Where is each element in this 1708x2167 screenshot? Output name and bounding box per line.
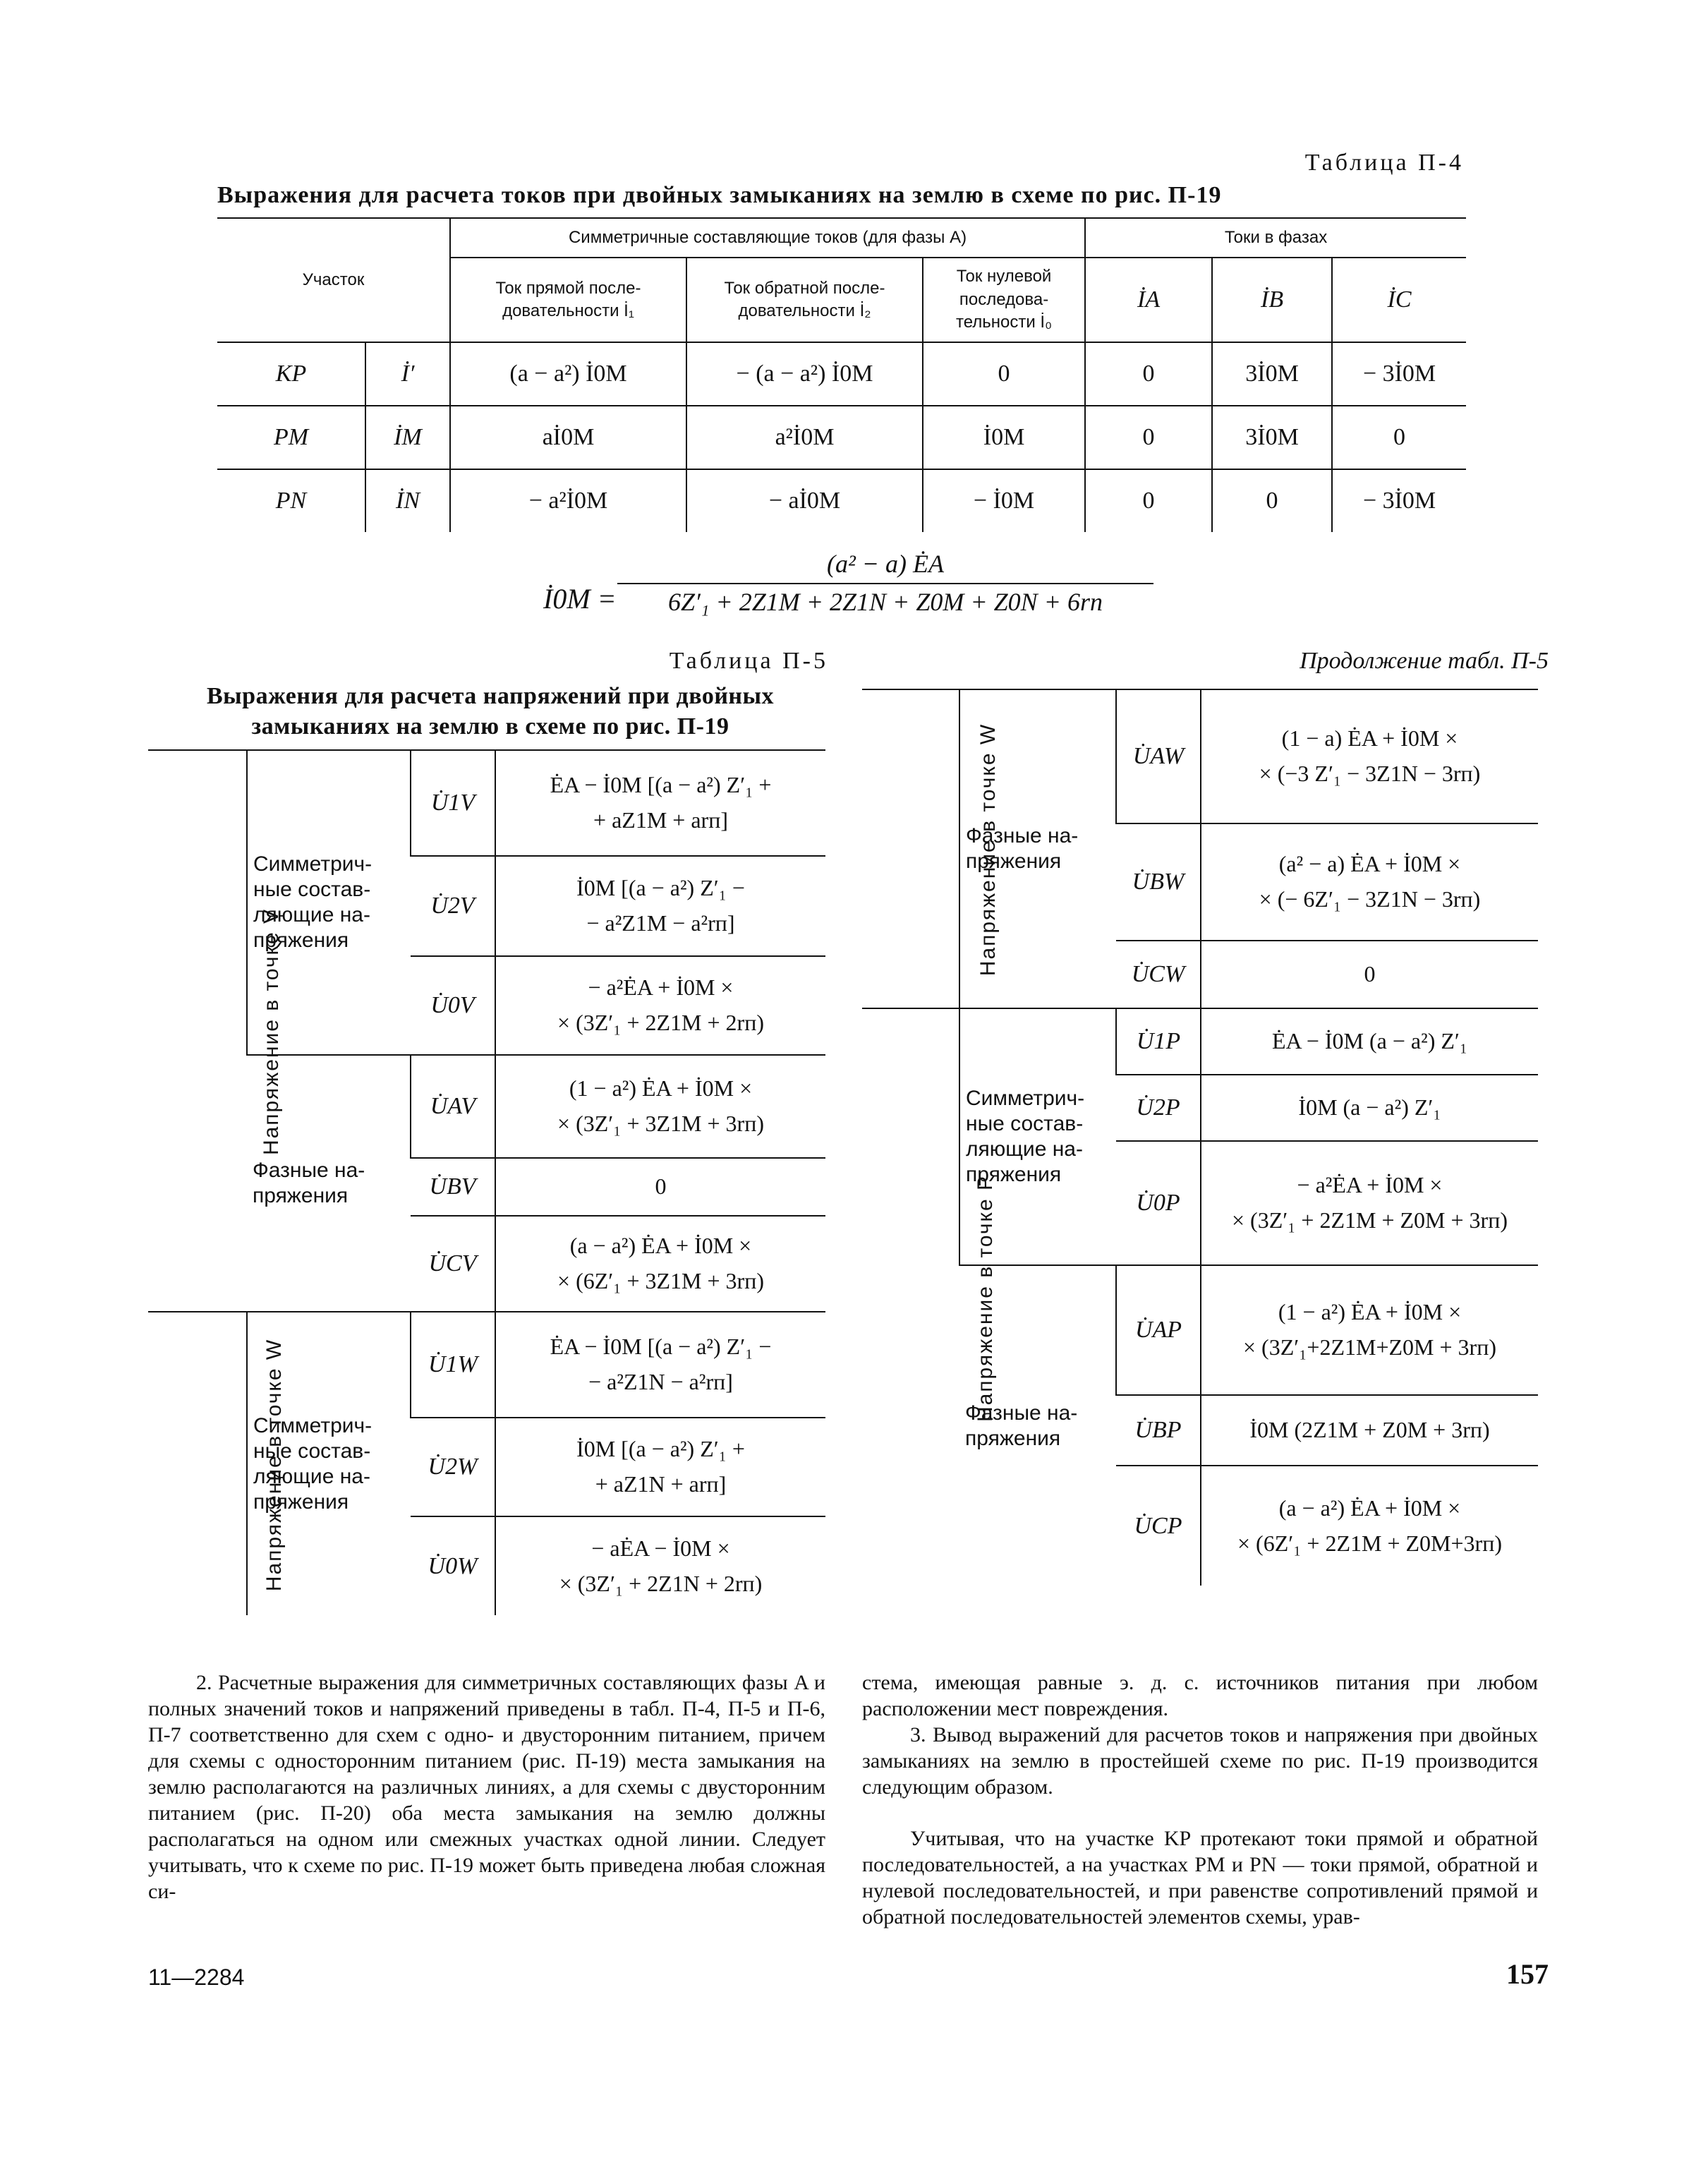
row-symbol: U̇CV bbox=[411, 1216, 495, 1312]
cell-current: İ′ bbox=[365, 342, 450, 406]
row-value: 0 bbox=[1201, 941, 1538, 1008]
group-phase-v: Фазные на-пряжения bbox=[247, 1055, 411, 1312]
row-symbol: U̇2V bbox=[411, 856, 495, 956]
cell-neg: a²İ0M bbox=[686, 406, 923, 469]
cell-ia: 0 bbox=[1085, 469, 1212, 532]
cell-pos: − a²İ0M bbox=[450, 469, 686, 532]
row-symbol: U̇0P bbox=[1116, 1141, 1201, 1265]
table-row bbox=[217, 469, 1466, 532]
row-value: (a − a²) ĖA + İ0M × × (6Z′₁ + 2Z1M + Z0M+3rп) bbox=[1201, 1466, 1538, 1586]
formula-fraction bbox=[617, 549, 1153, 617]
table-p5-label: Таблица П-5 bbox=[669, 648, 828, 674]
row-symbol: U̇CW bbox=[1116, 941, 1201, 1008]
cell-ic: − 3İ0M bbox=[1332, 342, 1466, 406]
row-symbol: U̇AP bbox=[1116, 1265, 1201, 1395]
group-phase-p: Фазные на-пряжения bbox=[965, 1401, 1078, 1450]
group-point-p: Напряжение в точке P bbox=[974, 1174, 998, 1422]
cell-pos: aİ0M bbox=[450, 406, 686, 469]
cell-ib: 3İ0M bbox=[1212, 406, 1332, 469]
table-row bbox=[148, 1312, 825, 1418]
table-row bbox=[148, 750, 825, 856]
formula-numerator: (a² − a) ĖA bbox=[617, 549, 1153, 584]
row-value: İ0M (a − a²) Z′₁ bbox=[1201, 1075, 1538, 1141]
cell-zero: İ0M bbox=[923, 406, 1085, 469]
row-symbol: U̇AV bbox=[411, 1055, 495, 1158]
group-sym-v: Симметрич-ные состав-ляющие на-пряжения bbox=[247, 750, 411, 1055]
row-value: − aĖA − İ0M × × (3Z′₁ + 2Z1N + 2rп) bbox=[495, 1516, 825, 1615]
cell-ic: 0 bbox=[1332, 406, 1466, 469]
paragraph-4: Учитывая, что на участке KP протекают токи прямой и обратной последовательностей, а на участках PM и PN — токи прямой, обратной и нулевой последовательностей, и при равенстве сопротивлений прямой и обратной последовательностей элементов схемы, урав- bbox=[862, 1827, 1538, 1928]
row-value: ĖA − İ0M [(a − a²) Z′₁ − − a²Z1N − a²rп] bbox=[495, 1312, 825, 1418]
row-symbol: U̇BV bbox=[411, 1158, 495, 1216]
row-symbol: U̇0W bbox=[428, 1552, 478, 1579]
row-value: 0 bbox=[495, 1158, 825, 1216]
row-value: (1 − a²) ĖA + İ0M × × (3Z′₁ + 3Z1M + 3rп) bbox=[495, 1055, 825, 1158]
header-ia: İA bbox=[1085, 258, 1212, 342]
table-row bbox=[148, 1055, 825, 1158]
row-value: (a² − a) ĖA + İ0M × × (− 6Z′₁ − 3Z1N − 3rп) bbox=[1201, 823, 1538, 941]
table-row bbox=[862, 1265, 1538, 1395]
cell-neg: − (a − a²) İ0M bbox=[686, 342, 923, 406]
cell-section: PN bbox=[275, 488, 307, 514]
header-ic: İC bbox=[1332, 258, 1466, 342]
table-p4-label: Таблица П-4 bbox=[1304, 150, 1464, 176]
cell-ic: − 3İ0M bbox=[1332, 469, 1466, 532]
paragraph-2: 2. Расчетные выражения для симметричных составляющих фазы A и полных значений токов и напряжений приведены в табл. П-4, П-5 и П-6, П-7 соответственно для схем с одно- и двусторонним питанием, причем для схемы с односторонним питанием (рис. П-19) места замыкания на землю располагаются на различных линиях, а для схемы с двусторонним питанием (рис. П-20) оба места замыкания на землю должны располагаться на одном или смежных участках одной линии. Следует учитывать, что к схеме по рис. П-19 может быть приведена любая сложная си- bbox=[148, 1671, 825, 1903]
cell-section: PM bbox=[217, 406, 365, 469]
group-point-w: Напряжение в точке W bbox=[262, 1338, 286, 1591]
table-p4 bbox=[217, 217, 1466, 532]
cell-ia: 0 bbox=[1085, 342, 1212, 406]
row-value: İ0M (2Z1M + Z0M + 3rп) bbox=[1201, 1395, 1538, 1466]
row-symbol: U̇CP bbox=[1134, 1512, 1182, 1539]
group-phase-w: Фазные на-пряжения bbox=[959, 689, 1116, 1008]
header-section: Участок bbox=[217, 218, 450, 342]
table-p5-continuation: Продолжение табл. П-5 bbox=[1300, 648, 1549, 674]
page-number: 157 bbox=[1506, 1958, 1549, 1990]
header-phase-group: Токи в фазах bbox=[1085, 218, 1466, 258]
group-sym-w: Симметрич-ные состав-ляющие на-пряжения bbox=[247, 1312, 411, 1615]
cell-current: İM bbox=[365, 406, 450, 469]
cell-zero: − İ0M bbox=[923, 469, 1085, 532]
header-pos: Ток прямой после-довательности İ₁ bbox=[450, 258, 686, 342]
row-value: − a²ĖA + İ0M × × (3Z′₁ + 2Z1M + Z0M + 3rп) bbox=[1201, 1141, 1538, 1265]
row-symbol: U̇2W bbox=[411, 1418, 495, 1516]
row-value: ĖA − İ0M (a − a²) Z′₁ bbox=[1201, 1008, 1538, 1075]
header-neg: Ток обратной после-довательности İ₂ bbox=[686, 258, 923, 342]
header-sym-group: Симметричные составляющие токов (для фазы A) bbox=[450, 218, 1085, 258]
row-value: − a²ĖA + İ0M × × (3Z′₁ + 2Z1M + 2rп) bbox=[495, 956, 825, 1055]
cell-ib: 3İ0M bbox=[1212, 342, 1332, 406]
print-signature: 11—2284 bbox=[148, 1964, 245, 1990]
table-row bbox=[862, 1008, 1538, 1075]
row-symbol: U̇0V bbox=[411, 956, 495, 1055]
row-value: İ0M [(a − a²) Z′₁ + + aZ1N + arп] bbox=[495, 1418, 825, 1516]
table-p5-title: Выражения для расчета напряжений при двойных замыканиях на землю в схеме по рис. П-19 bbox=[206, 683, 775, 740]
paragraph-3: 3. Вывод выражений для расчетов токов и напряжения при двойных замыканиях на землю в простейшей схеме по рис. П-19 производится следующим образом. bbox=[862, 1723, 1538, 1799]
row-value: (1 − a) ĖA + İ0M × × (−3 Z′₁ − 3Z1N − 3rп) bbox=[1201, 689, 1538, 823]
row-symbol: U̇1V bbox=[411, 750, 495, 856]
row-value: ĖA − İ0M [(a − a²) Z′₁ + + aZ1M + arп] bbox=[495, 750, 825, 856]
cell-ib: 0 bbox=[1212, 469, 1332, 532]
row-symbol: U̇AW bbox=[1116, 689, 1201, 823]
group-sym-p: Симметрич-ные состав-ляющие на-пряжения bbox=[959, 1008, 1116, 1265]
row-symbol: U̇1W bbox=[411, 1312, 495, 1418]
table-p5-left bbox=[148, 749, 825, 1615]
cell-ia: 0 bbox=[1085, 406, 1212, 469]
row-symbol: U̇1P bbox=[1116, 1008, 1201, 1075]
cell-neg: − aİ0M bbox=[686, 469, 923, 532]
formula-lhs: İ0M = bbox=[543, 583, 617, 615]
cell-current: İN bbox=[365, 469, 450, 532]
row-value: (a − a²) ĖA + İ0M × × (6Z′₁ + 3Z1M + 3rп) bbox=[495, 1216, 825, 1312]
table-row bbox=[217, 406, 1466, 469]
row-value: İ0M [(a − a²) Z′₁ − − a²Z1M − a²rп] bbox=[495, 856, 825, 956]
header-ib: İB bbox=[1212, 258, 1332, 342]
group-point-w-cont: Напряжение в точке W bbox=[862, 689, 959, 1008]
row-symbol: U̇BW bbox=[1116, 823, 1201, 941]
group-point-v: Напряжение в точке V bbox=[148, 750, 247, 1312]
cell-section: KP bbox=[217, 342, 365, 406]
formula-denominator: 6Z′₁ + 2Z1M + 2Z1N + Z0M + Z0N + 6rп bbox=[668, 588, 1103, 616]
row-value: (1 − a²) ĖA + İ0M × × (3Z′₁+2Z1M+Z0M + 3rп) bbox=[1201, 1265, 1538, 1395]
row-symbol: U̇BP bbox=[1116, 1395, 1201, 1466]
table-p4-title: Выражения для расчета токов при двойных замыканиях на землю в схеме по рис. П-19 bbox=[217, 182, 1222, 208]
cell-zero: 0 bbox=[923, 342, 1085, 406]
header-zero: Ток нулевой последова-тельности İ₀ bbox=[923, 258, 1085, 342]
table-p5-right bbox=[862, 689, 1538, 1586]
table-row bbox=[862, 689, 1538, 823]
paragraph-2-cont: стема, имеющая равные э. д. с. источников питания при любом расположении мест повреждения. bbox=[862, 1671, 1538, 1720]
table-row bbox=[217, 342, 1466, 406]
cell-pos: (a − a²) İ0M bbox=[450, 342, 686, 406]
row-symbol: U̇2P bbox=[1116, 1075, 1201, 1141]
